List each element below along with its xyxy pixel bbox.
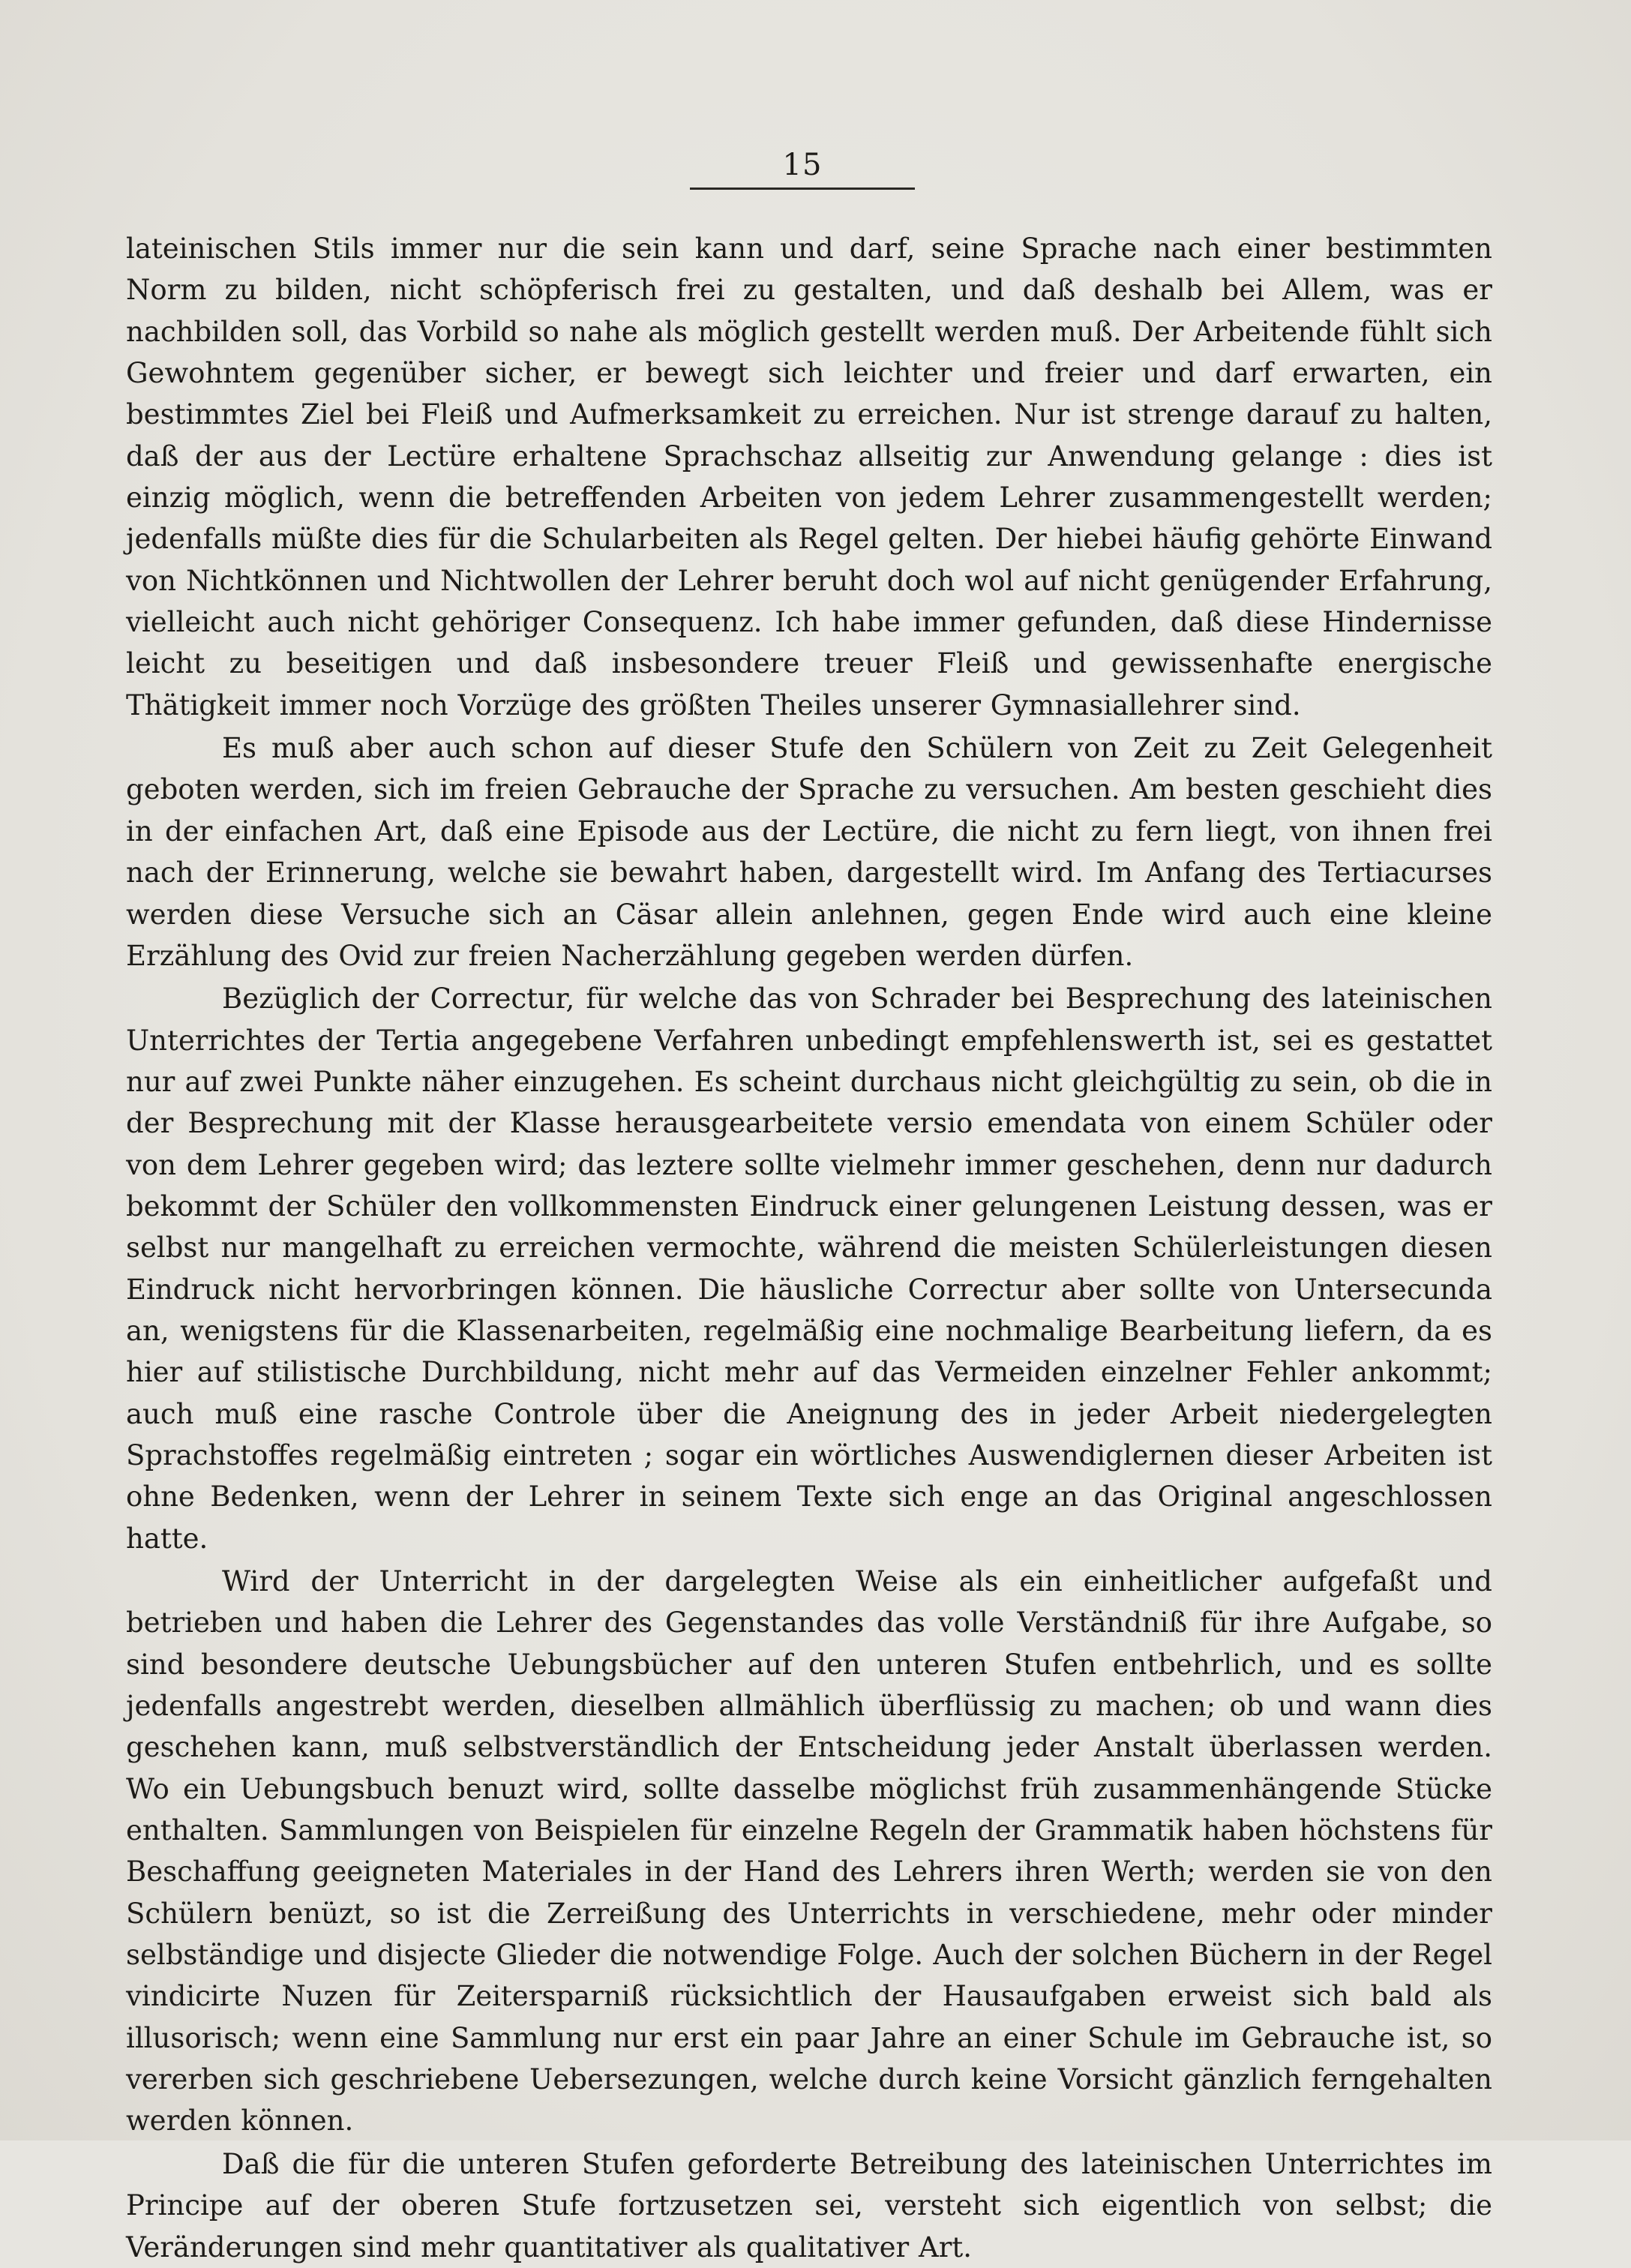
paragraph-3: Bezüglich der Correctur, für welche das von Schrader bei Besprechung des lateinischen Unterrichtes der Tertia angegebene Verfahren unbedingt empfehlenswerth ist, sei es gestattet nur auf zwei Punkte näher einzugehen. Es scheint durchaus nicht gleichgültig zu sein, ob die in der Besprechung mit der Klasse herausgearbeitete versio emendata von einem Schüler oder von dem Lehrer gegeben wird; das leztere sollte vielmehr immer geschehen, denn nur dadurch bekommt der Schüler den vollkommensten Eindruck einer gelungenen Leistung dessen, was er selbst nur mangelhaft zu erreichen vermochte, während die meisten Schülerleistungen diesen Eindruck nicht hervorbringen können. Die häusliche Correctur aber sollte von Untersecunda an, wenigstens für die Klassenarbeiten, regelmäßig eine nochmalige Bearbeitung liefern, da es hier auf stilistische Durchbildung, nicht mehr auf das Vermeiden einzelner Fehler ankommt; auch muß eine rasche Controle über die Aneignung des in jeder Arbeit niedergelegten Sprachstoffes regelmäßig eintreten ; sogar ein wörtliches Auswendiglernen dieser Arbeiten ist ohne Bedenken, wenn der Lehrer in seinem Texte sich enge an das Original angeschlossen hatte. — [126, 982, 1492, 1555]
paragraph-1: lateinischen Stils immer nur die sein kann und darf, seine Sprache nach einer bestimmten Norm zu bilden, nicht schöpferisch frei zu gestalten, und daß deshalb bei Allem, was er nachbilden soll, das Vorbild so nahe als möglich gestellt werden muß. Der Arbeitende fühlt sich Gewohntem gegenüber sicher, er bewegt sich leichter und freier und darf erwarten, ein bestimmtes Ziel bei Fleiß und Aufmerksamkeit zu erreichen. Nur ist strenge darauf zu halten, daß der aus der Lectüre erhaltene Sprachschaz allseitig zur Anwendung gelange : dies ist einzig möglich, wenn die betreffenden Arbeiten von jedem Lehrer zusammengestellt werden; jedenfalls müßte dies für die Schularbeiten als Regel gelten. Der hiebei häufig gehörte Einwand von Nichtkönnen und Nichtwollen der Lehrer beruht doch wol auf nicht genügender Erfahrung, vielleicht auch nicht gehöriger Consequenz. Ich habe immer gefunden, daß diese Hindernisse leicht zu beseitigen und daß insbesondere treuer Fleiß und gewissenhafte energische Thätigkeit immer noch Vorzüge des größten Theiles unserer Gymnasiallehrer sind. — [126, 232, 1493, 722]
paragraph-5: Daß die für die unteren Stufen geforderte Betreibung des lateinischen Unterrichtes im Principe auf der oberen Stufe fortzusetzen sei, versteht sich eigentlich von selbst; die Veränderungen sind mehr quantitativer als qualitativer Art. — [126, 2147, 1492, 2264]
paragraph-2: Es muß aber auch schon auf dieser Stufe den Schülern von Zeit zu Zeit Gelegenheit geboten werden, sich im freien Gebrauche der Sprache zu versuchen. Am besten geschieht dies in der einfachen Art, daß eine Episode aus der Lectüre, die nicht zu fern liegt, von ihnen frei nach der Erinnerung, welche sie bewahrt haben, dargestellt wird. Im Anfang des Tertiacurses werden diese Versuche sich an Cäsar allein anlehnen, gegen Ende wird auch eine kleine Erzählung des Ovid zur freien Nacherzählung gegeben werden dürfen. — [126, 732, 1492, 972]
page-number: 15 — [782, 148, 823, 182]
body-text — [126, 228, 1492, 2268]
paragraph-4: Wird der Unterricht in der dargelegten Weise als ein einheitlicher aufgefaßt und betrieben und haben die Lehrer des Gegenstandes das volle Verständniß für ihre Aufgabe, so sind besondere deutsche Uebungsbücher auf den unteren Stufen entbehrlich, und es sollte jedenfalls angestrebt werden, dieselben allmählich überflüssig zu machen; ob und wann dies geschehen kann, muß selbstverständlich der Entscheidung jeder Anstalt überlassen werden. Wo ein Uebungsbuch benuzt wird, sollte dasselbe möglichst früh zusammenhängende Stücke enthalten. Sammlungen von Beispielen für einzelne Regeln der Grammatik haben höchstens für Beschaffung geeigneten Materiales in der Hand des Lehrers ihren Werth; werden sie von den Schülern benüzt, so ist die Zerreißung des Unterrichts in verschiedene, mehr oder minder selbständige und disjecte Glieder die notwendige Folge. Auch der solchen Büchern in der Regel vindicirte Nuzen für Zeitersparniß rücksichtlich der Hausaufgaben erweist sich bald als illusorisch; wenn eine Sammlung nur erst ein paar Jahre an einer Schule im Gebrauche ist, so vererben sich geschriebene Uebersezungen, welche durch keine Vorsicht gänzlich ferngehalten werden können. — [126, 1565, 1492, 2138]
header-rule — [690, 188, 915, 190]
page-header — [690, 147, 915, 183]
